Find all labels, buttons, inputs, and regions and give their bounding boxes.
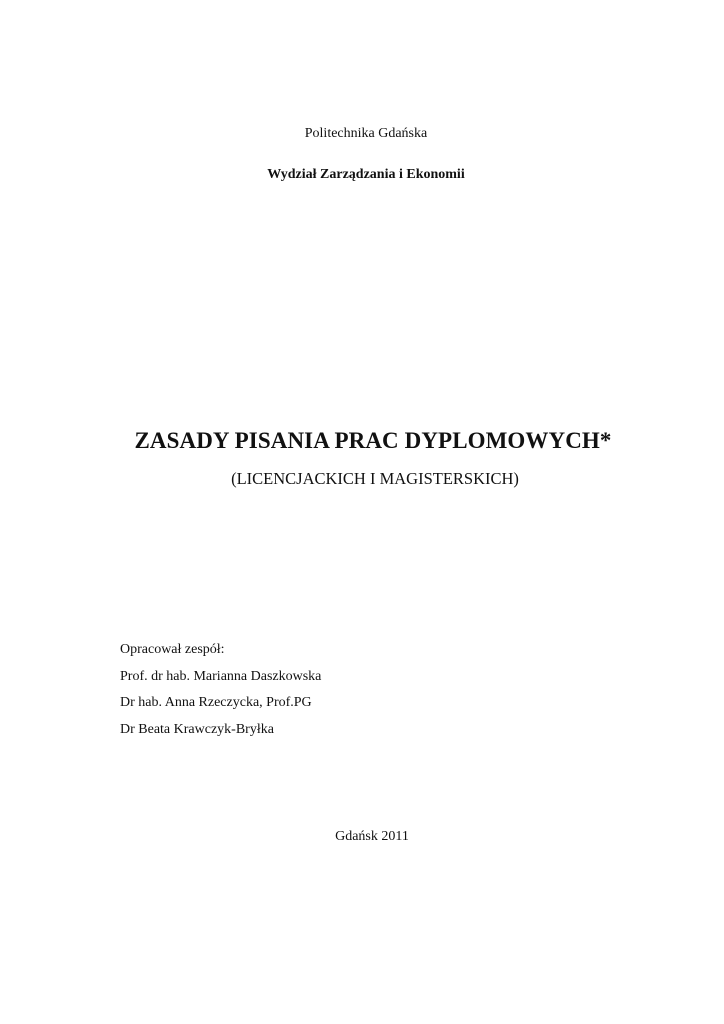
place-and-date: Gdańsk 2011 — [335, 829, 409, 844]
university-name: Politechnika Gdańska — [304, 126, 428, 141]
author-item: Dr hab. Anna Rzeczycka, Prof.PG — [120, 695, 312, 710]
document-title: ZASADY PISANIA PRAC DYPLOMOWYCH* — [134, 428, 612, 453]
document-subtitle: (LICENCJACKICH I MAGISTERSKICH) — [231, 469, 519, 488]
author-item: Dr Beata Krawczyk-Bryłka — [120, 721, 274, 737]
author-item: Prof. dr hab. Marianna Daszkowska — [120, 668, 322, 684]
authors-block — [120, 640, 321, 746]
authors-intro: Opracował zespół: — [120, 642, 225, 657]
faculty-name: Wydział Zarządzania i Ekonomii — [267, 167, 465, 182]
